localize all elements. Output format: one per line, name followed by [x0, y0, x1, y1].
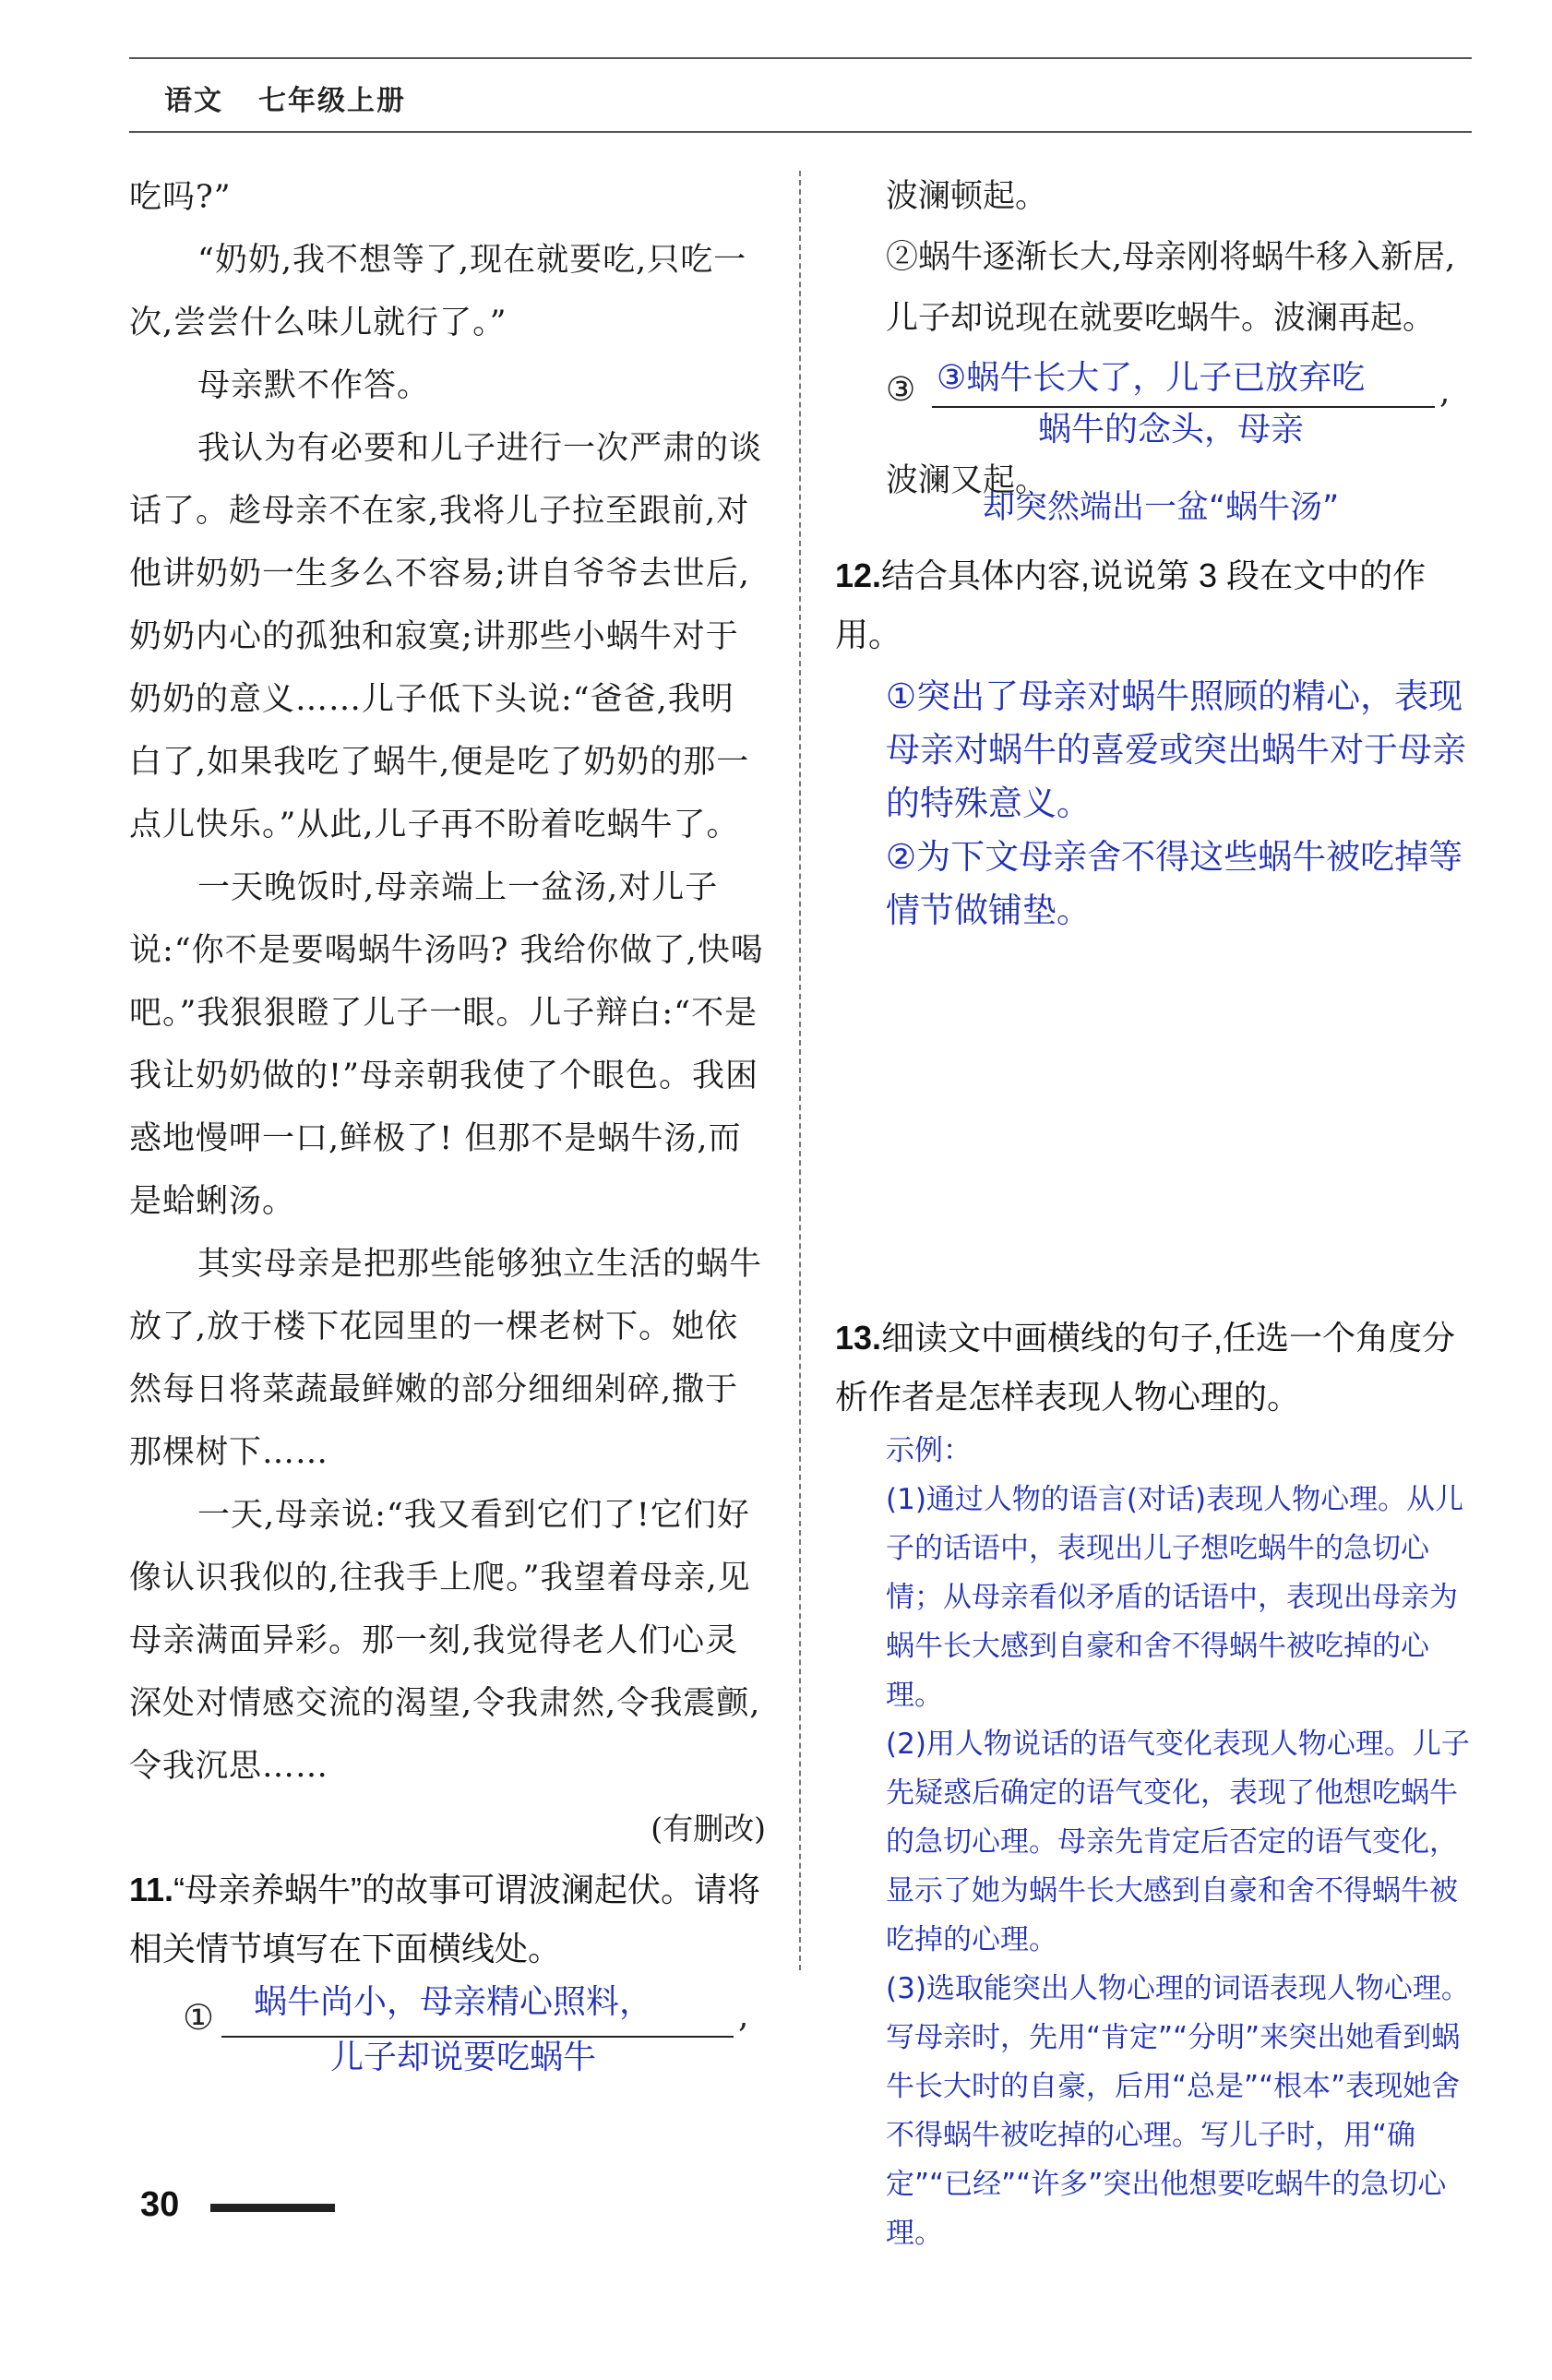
page-number: 30 — [140, 2185, 180, 2224]
answer-blank-1[interactable] — [129, 1979, 766, 2089]
blank-marker: ③ — [886, 371, 916, 409]
question-text: 结合具体内容,说说第 3 段在文中的作用。 — [835, 556, 1427, 653]
passage-paragraph: “奶奶,我不想等了,现在就要吃,只吃一次,尝尝什么味儿就行了。” — [129, 242, 747, 341]
passage-paragraph: 一天晚饭时,母亲端上一盆汤,对儿子说:“你不是要喝蜗牛汤吗? 我给你做了,快喝吧。”我狠狠瞪了儿子一眼。儿子辩白:“不是我让奶奶做的!”母亲朝我使了个眼色。我困惑地慢呷一口,鲜极了! 但那不是蜗牛汤,而是蛤蜊汤。 — [129, 869, 764, 1220]
passage-paragraph: 母亲默不作答。 — [197, 367, 431, 404]
blank-marker: ① — [183, 1997, 215, 2038]
answer-block — [835, 670, 1481, 938]
answer-text: 蜗牛的念头，母亲 — [1038, 411, 1305, 448]
answer-text: 儿子却说要吃蜗牛 — [330, 2039, 597, 2076]
column-divider — [799, 171, 801, 1970]
passage-paragraph: 我认为有必要和儿子进行一次严肃的谈话了。趁母亲不在家,我将儿子拉至跟前,对他讲奶奶一生多么不容易;讲自爷爷去世后,奶奶内心的孤独和寂寞;讲那些小蜗牛对于奶奶的意义……儿子低下头说:“爸爸,我明白了,如果我吃了蜗牛,便是吃了奶奶的那一点儿快乐。”从此,儿子再不盼着吃蜗牛了。 — [129, 430, 763, 843]
question-number: 12. — [835, 556, 882, 594]
right-column — [886, 166, 1476, 526]
page-number-bar — [210, 2204, 335, 2212]
header-bottom-rule — [129, 131, 1472, 133]
question-13 — [835, 1309, 1481, 2258]
question-12-prompt — [835, 546, 1481, 664]
page-header — [164, 78, 441, 118]
answer-text: (1)通过人物的语言(对话)表现人物心理。从儿子的话语中，表现出儿子想吃蜗牛的急切心情；从母亲看似矛盾的话语中，表现出母亲为蜗牛长大感到自豪和舍不得蜗牛被吃掉的心理。 — [886, 1483, 1464, 1712]
question-number: 13. — [835, 1319, 882, 1357]
left-column — [129, 166, 766, 2089]
comma: , — [738, 1997, 749, 2035]
q11-item-2: ②蜗牛逐渐长大,母亲刚将蜗牛移入新居,儿子却说现在就要吃蜗牛。波澜再起。 — [886, 239, 1456, 337]
passage-paragraph: 一天,母亲说:“我又看到它们了!它们好像认识我似的,往我手上爬。”我望着母亲,见母亲满面异彩。那一刻,我觉得老人们心灵深处对情感交流的渴望,令我肃然,令我震颤,令我沉思…… — [129, 1497, 761, 1785]
question-text: 细读文中画横线的句子,任选一个角度分析作者是怎样表现人物心理的。 — [835, 1319, 1456, 1416]
answer-text: 示例： — [886, 1434, 972, 1467]
question-12 — [835, 546, 1481, 938]
question-11 — [129, 1860, 766, 1979]
answer-block — [835, 1427, 1481, 2258]
answer-text: (3)选取能突出人物心理的词语表现人物心理。写母亲时，先用“肯定”“分明”来突出她看到蜗牛长大时的自豪，后用“总是”“根本”表现她舍不得蜗牛被吃掉的心理。写儿子时，用“确定”“已经”“许多”突出他想要吃蜗牛的急切心理。 — [886, 1972, 1470, 2250]
passage-paragraph: 其实母亲是把那些能够独立生活的蜗牛放了,放于楼下花园里的一棵老树下。她依然每日将菜蔬最鲜嫩的部分细细剁碎,撒于那棵树下…… — [129, 1246, 763, 1471]
answer-text: 却突然端出一盆“蜗牛汤” — [983, 489, 1340, 526]
comma: , — [1439, 373, 1451, 411]
header-top-rule — [129, 57, 1472, 59]
passage-paragraph: 吃吗?” — [129, 179, 232, 216]
q11-item-3-end: 波澜又起。 — [886, 462, 1048, 499]
source-note: (有删改) — [651, 1811, 766, 1847]
answer-text: ③蜗牛长大了，儿子已放弃吃 — [937, 359, 1366, 397]
question-13-prompt — [835, 1309, 1481, 1427]
header-subject: 语文 — [164, 85, 223, 117]
answer-blank-3[interactable] — [886, 349, 1476, 460]
q11-continuation: 波澜顿起。 — [886, 178, 1048, 215]
question-text: “母亲养蜗牛”的故事可谓波澜起伏。请将相关情节填写在下面横线处。 — [129, 1871, 761, 1967]
answer-text: 蜗牛尚小，母亲精心照料， — [254, 1983, 653, 2021]
answer-text: ②为下文母亲舍不得这些蜗牛被吃掉等情节做铺垫。 — [886, 837, 1463, 930]
answer-text: (2)用人物说话的语气变化表现人物心理。儿子先疑惑后确定的语气变化，表现了他想吃蜗牛的急切心理。母亲先肯定后否定的语气变化，显示了她为蜗牛长大感到自豪和舍不得蜗牛被吃掉的心理。 — [886, 1728, 1470, 1956]
question-number: 11. — [129, 1871, 174, 1908]
answer-text: ①突出了母亲对蜗牛照顾的精心，表现母亲对蜗牛的喜爱或突出蜗牛对于母亲的特殊意义。 — [886, 676, 1466, 823]
header-grade: 七年级上册 — [258, 85, 406, 117]
